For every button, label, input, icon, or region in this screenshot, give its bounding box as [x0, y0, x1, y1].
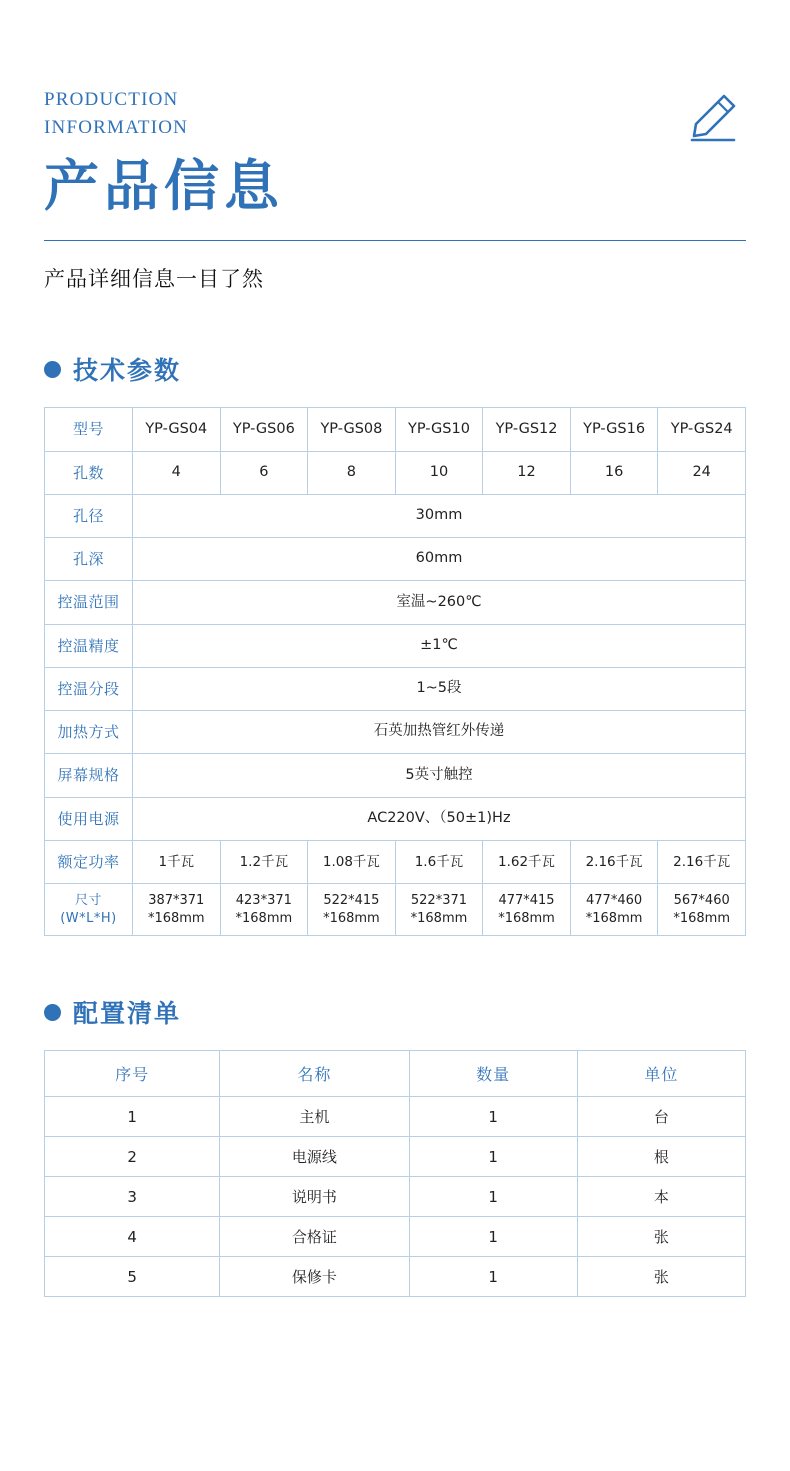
cell: 10 — [395, 451, 483, 494]
table-row — [45, 538, 746, 581]
dimension-label-line1: 尺寸 — [74, 893, 102, 909]
cell: YP-GS16 — [570, 408, 658, 451]
cell: 1 — [45, 1097, 220, 1137]
bullet-icon — [44, 1004, 61, 1021]
dimension-line-2: *168mm — [410, 910, 468, 926]
cell: 本 — [577, 1177, 745, 1217]
cell: 12 — [483, 451, 571, 494]
cell: 60mm — [133, 538, 746, 581]
config-section-title: 配置清单 — [73, 999, 182, 1029]
row-label: 孔径 — [45, 494, 133, 537]
dimension-line-2: *168mm — [673, 910, 730, 926]
dimension-line-2: *168mm — [147, 910, 205, 926]
dimension-line-2: *168mm — [585, 910, 643, 926]
dimension-line-2: *168mm — [498, 910, 555, 926]
eyebrow-line-2: INFORMATION — [44, 116, 189, 138]
cell: 1千瓦 — [133, 840, 221, 883]
cell: 30mm — [133, 494, 746, 537]
row-label: 孔深 — [45, 538, 133, 581]
eyebrow-line-1: PRODUCTION — [44, 89, 179, 110]
column-header: 名称 — [220, 1051, 409, 1097]
cell: 4 — [45, 1217, 220, 1257]
cell — [308, 884, 396, 936]
cell: 1 — [409, 1217, 577, 1257]
cell: 5英寸触控 — [133, 754, 746, 797]
table-row — [45, 494, 746, 537]
cell: 1.6千瓦 — [395, 840, 483, 883]
row-label: 额定功率 — [45, 840, 133, 883]
cell — [220, 884, 308, 936]
cell: 台 — [577, 1097, 745, 1137]
cell: 16 — [570, 451, 658, 494]
table-row — [45, 797, 746, 840]
page-header — [44, 0, 746, 293]
cell: 4 — [133, 451, 221, 494]
table-row — [45, 1257, 746, 1297]
cell: 张 — [577, 1257, 745, 1297]
dimension-line-1: 522*415 — [323, 893, 380, 909]
dimension-line-2: *168mm — [323, 910, 380, 926]
cell: 张 — [577, 1217, 745, 1257]
cell: 保修卡 — [220, 1257, 409, 1297]
config-section-heading — [44, 994, 746, 1030]
row-label: 孔数 — [45, 451, 133, 494]
cell: YP-GS06 — [220, 408, 308, 451]
cell: 室温~260℃ — [133, 581, 746, 624]
cell: YP-GS24 — [658, 408, 746, 451]
cell: YP-GS12 — [483, 408, 571, 451]
config-section — [44, 994, 746, 1297]
dimension-line-1: 423*371 — [235, 893, 292, 909]
table-row — [45, 754, 746, 797]
cell — [483, 884, 571, 936]
column-header: 单位 — [577, 1051, 745, 1097]
config-table — [44, 1050, 746, 1297]
cell: 说明书 — [220, 1177, 409, 1217]
spec-table — [44, 407, 746, 936]
row-label: 控温范围 — [45, 581, 133, 624]
cell: 1 — [409, 1257, 577, 1297]
cell: YP-GS10 — [395, 408, 483, 451]
cell: 5 — [45, 1257, 220, 1297]
cell: ±1℃ — [133, 624, 746, 667]
cell — [133, 884, 221, 936]
bullet-icon — [44, 361, 61, 378]
table-row — [45, 1097, 746, 1137]
cell: 电源线 — [220, 1137, 409, 1177]
row-label: 使用电源 — [45, 797, 133, 840]
cell: YP-GS08 — [308, 408, 396, 451]
table-row — [45, 884, 746, 936]
dimension-line-1: 477*415 — [498, 893, 555, 909]
cell: 6 — [220, 451, 308, 494]
table-row — [45, 667, 746, 710]
row-label: 屏幕规格 — [45, 754, 133, 797]
cell: 石英加热管红外传递 — [133, 711, 746, 754]
dimension-line-1: 567*460 — [673, 893, 730, 909]
cell: 合格证 — [220, 1217, 409, 1257]
table-row — [45, 581, 746, 624]
cell — [658, 884, 746, 936]
table-row — [45, 624, 746, 667]
spec-section-title: 技术参数 — [73, 356, 182, 386]
row-label: 控温分段 — [45, 667, 133, 710]
table-row — [45, 840, 746, 883]
dimension-label-line2: (W*L*H) — [60, 910, 117, 926]
cell — [570, 884, 658, 936]
cell: 主机 — [220, 1097, 409, 1137]
table-row — [45, 1137, 746, 1177]
table-row — [45, 451, 746, 494]
table-row — [45, 1177, 746, 1217]
cell: 2.16千瓦 — [658, 840, 746, 883]
column-header: 数量 — [409, 1051, 577, 1097]
dimension-line-1: 387*371 — [148, 893, 205, 909]
header-divider — [44, 240, 746, 241]
dimension-line-1: 477*460 — [586, 893, 643, 909]
row-label: 控温精度 — [45, 624, 133, 667]
dimension-line-1: 522*371 — [410, 893, 468, 909]
table-row — [45, 408, 746, 451]
pen-icon — [684, 92, 740, 144]
cell: 3 — [45, 1177, 220, 1217]
table-header-row — [45, 1051, 746, 1097]
cell: 1 — [409, 1097, 577, 1137]
cell: 1.08千瓦 — [308, 840, 396, 883]
table-row — [45, 1217, 746, 1257]
cell: 1 — [409, 1137, 577, 1177]
eyebrow-text — [44, 86, 746, 141]
table-row — [45, 711, 746, 754]
row-label: 加热方式 — [45, 711, 133, 754]
cell: AC220V、（50±1)Hz — [133, 797, 746, 840]
spec-section-heading — [44, 351, 746, 387]
row-label — [45, 884, 133, 936]
row-label: 型号 — [45, 408, 133, 451]
cell: 1.62千瓦 — [483, 840, 571, 883]
page-subtitle: 产品详细信息一目了然 — [44, 267, 264, 292]
cell: 1~5段 — [133, 667, 746, 710]
cell: 8 — [308, 451, 396, 494]
cell: 24 — [658, 451, 746, 494]
page-title: 产品信息 — [44, 154, 285, 219]
cell: 1.2千瓦 — [220, 840, 308, 883]
cell: YP-GS04 — [133, 408, 221, 451]
cell: 根 — [577, 1137, 745, 1177]
column-header: 序号 — [45, 1051, 220, 1097]
dimension-line-2: *168mm — [235, 910, 293, 926]
cell: 2 — [45, 1137, 220, 1177]
cell: 1 — [409, 1177, 577, 1217]
cell — [395, 884, 483, 936]
cell: 2.16千瓦 — [570, 840, 658, 883]
